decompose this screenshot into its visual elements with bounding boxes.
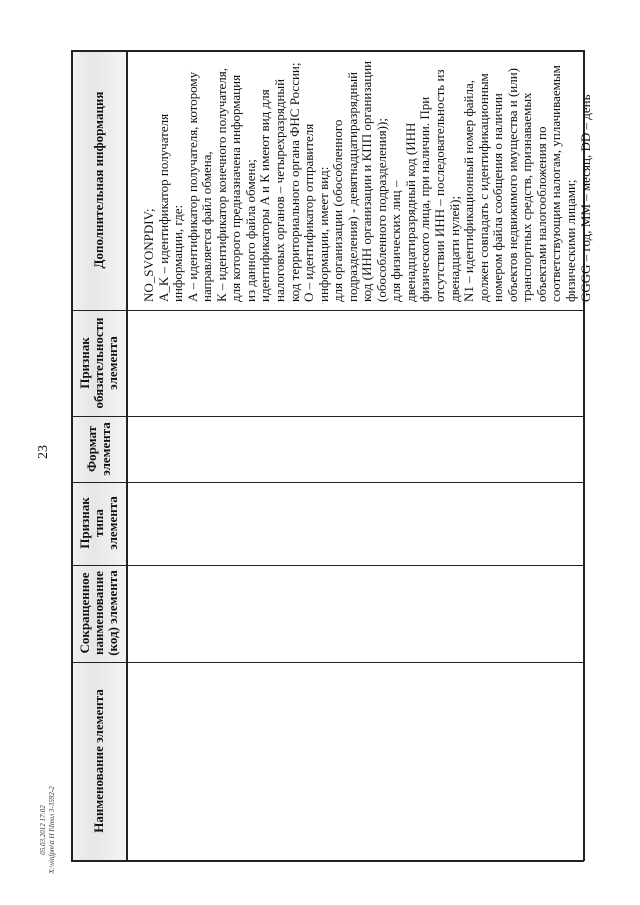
info-line: налоговых органов – четырехразрядный: [271, 78, 287, 302]
info-line: для организации (обособленного: [330, 119, 346, 302]
header-element-type: Признак типа элемента: [77, 496, 120, 550]
column-divider-2: [71, 565, 584, 566]
info-line: для физических лиц –: [388, 180, 404, 302]
info-line: информации, где:: [170, 204, 186, 302]
table-border-bottom: [71, 860, 584, 862]
column-divider-3: [71, 482, 584, 483]
table-border-left: [71, 50, 73, 861]
header-additional-info: Дополнительная информация: [91, 91, 106, 269]
info-line: объектов недвижимого имущества и (или): [504, 67, 520, 302]
info-line: для которого предназначена информация: [228, 74, 244, 302]
info-line: номером файла сообщения о наличии: [490, 93, 506, 302]
header-element-name: Наименование элемента: [91, 689, 106, 833]
page-number: 23: [36, 445, 51, 459]
info-line: физическими лицами;: [562, 179, 578, 302]
info-line: должен совпадать с идентификационным: [475, 73, 491, 302]
info-line: код территориального органа ФНС России;: [286, 62, 302, 302]
header-element-required: Признак обязательности элемента: [77, 317, 120, 409]
info-line: код (ИНН организации и КПП организации: [359, 60, 375, 302]
info-line: (обособленного подразделения));: [373, 118, 389, 302]
column-divider-5: [71, 310, 584, 311]
info-line: направляется файл обмена,: [199, 151, 215, 302]
info-line: двенадцати нулей);: [446, 195, 462, 302]
info-line: объектами налогообложения по: [533, 126, 549, 302]
info-line: из данного файла обмена;: [242, 159, 258, 302]
info-line: N1 – идентификационный номер файла,: [461, 80, 477, 302]
header-divider: [126, 50, 128, 861]
info-line: А – идентификатор получателя, которому: [184, 71, 200, 302]
info-line: отсутствии ИНН – последовательность из: [432, 69, 447, 302]
info-line: транспортных средств, признаваемых: [519, 92, 535, 302]
info-line: К – идентификатор конечного получателя,: [213, 67, 229, 302]
info-line: NO_SVONPDIV;: [141, 208, 156, 302]
footer-stamp-2: X:\vinfpm\tt H I\Ітол 3-3592-2: [48, 786, 56, 874]
column-divider-1: [71, 662, 584, 663]
info-line: GGGG – год, MM – месяц, DD – день: [577, 94, 593, 302]
info-line: подразделения) - девятнадцатиразрядный: [344, 71, 360, 302]
header-element-code: Сокращенное наименование (код) элемента: [77, 570, 120, 656]
header-element-format: Формат элемента: [84, 422, 113, 476]
footer-stamp-1: 05.03.2012 17:02: [39, 805, 47, 855]
info-line: двенадцатиразрядный код (ИНН: [402, 122, 418, 302]
info-line: идентификаторы А и К имеют вид для: [257, 89, 273, 302]
info-line: A_K – идентификатор получателя: [155, 113, 171, 302]
info-line: соответствующим налогам, уплачиваемым: [548, 65, 564, 302]
info-line: О – идентификатор отправителя: [301, 123, 317, 302]
info-line: физического лица, при наличии. При: [417, 96, 433, 302]
info-line: информации, имеет вид:: [315, 166, 331, 302]
column-divider-4: [71, 416, 584, 417]
